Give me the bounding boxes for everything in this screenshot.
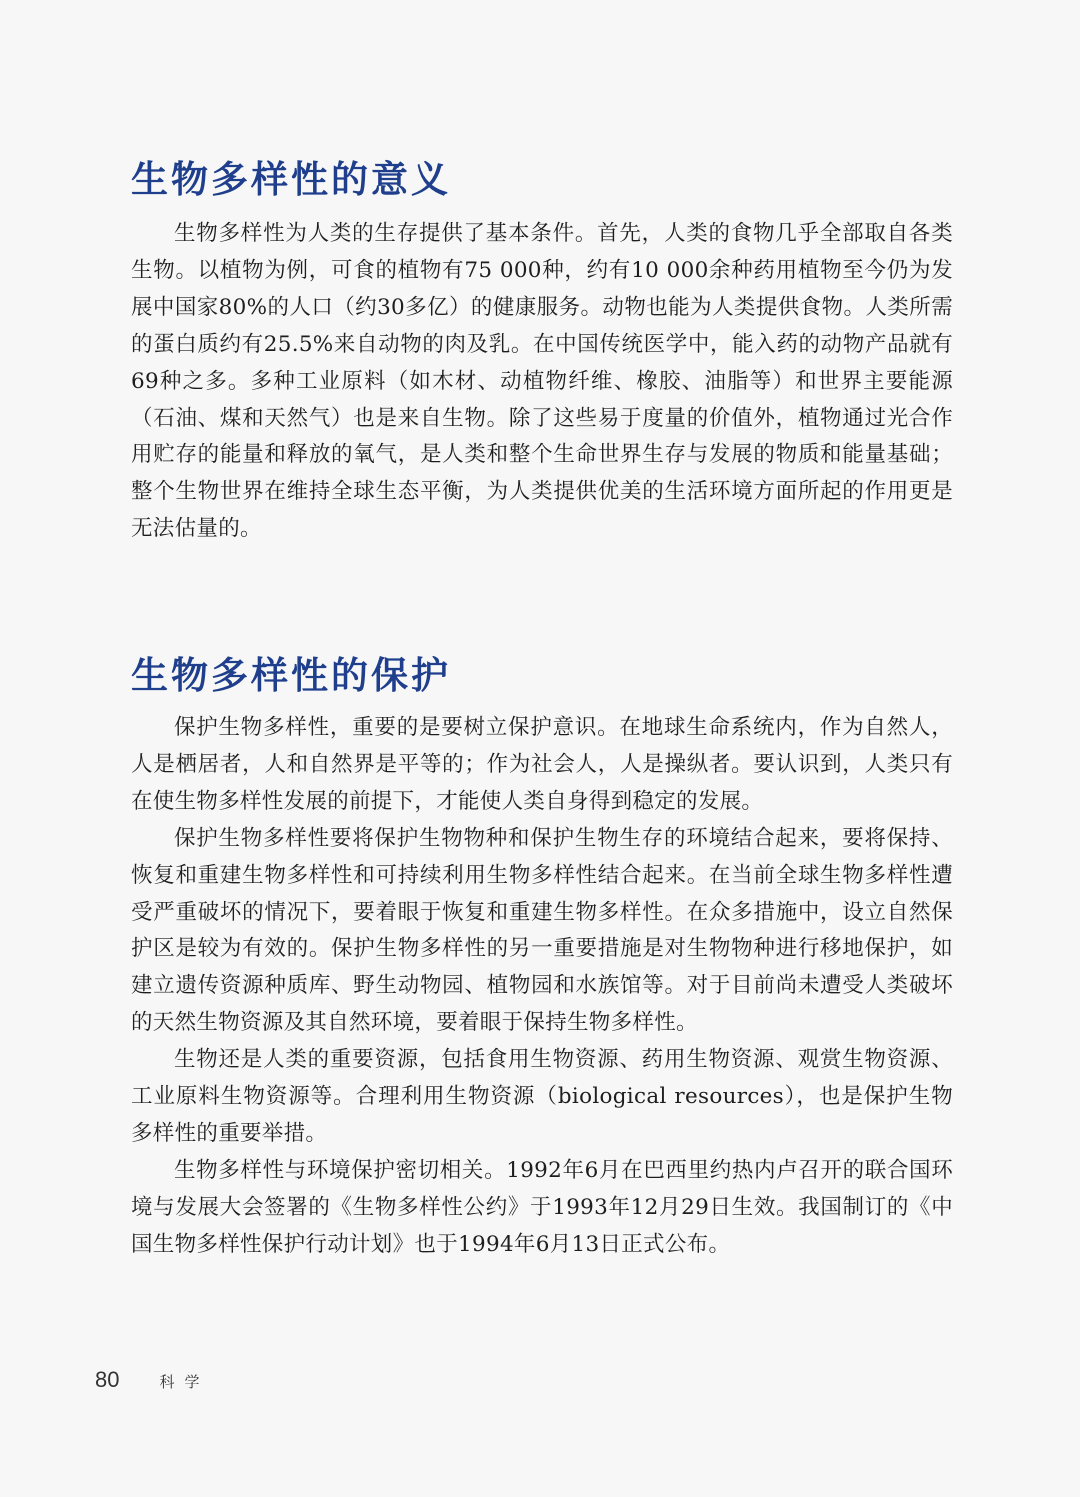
body-paragraph: 保护生物多样性，重要的是要树立保护意识。在地球生命系统内，作为自然人，人是栖居者，人和自然界是平等的；作为社会人，人是操纵者。要认识到，人类只有在使生物多样性发展的前提下，才能使人类自身得到稳定的发展。 [131, 715, 953, 814]
body-paragraph: 生物多样性为人类的生存提供了基本条件。首先，人类的食物几乎全部取自各类生物。以植物为例，可食的植物有75 000种，约有10 000余种药用植物至今仍为发展中国家80%的人口（约30多亿）的健康服务。动物也能为人类提供食物。人类所需的蛋白质约有25.5%来自动物的肉及乳。在中国传统医学中，能入药的动物产品就有69种之多。多种工业原料（如木材、动植物纤维、橡胶、油脂等）和世界主要能源（石油、煤和天然气）也是来自生物。除了这些易于度量的价值外，植物通过光合作用贮存的能量和释放的氧气，是人类和整个生命世界生存与发展的物质和能量基础；整个生物世界在维持全球生态平衡，为人类提供优美的生活环境方面所起的作用更是无法估量的。 [131, 221, 953, 542]
section-protection [131, 648, 953, 1264]
subject-label: 科学 [159, 1373, 210, 1391]
body-paragraph: 生物还是人类的重要资源，包括食用生物资源、药用生物资源、观赏生物资源、工业原料生物资源等。合理利用生物资源（biological resources），也是保护生物多样性的重要举措。 [131, 1047, 953, 1146]
body-paragraph: 保护生物多样性要将保护生物物种和保护生物生存的环境结合起来，要将保持、恢复和重建生物多样性和可持续利用生物多样性结合起来。在当前全球生物多样性遭受严重破坏的情况下，要着眼于恢复和重建生物多样性。在众多措施中，设立自然保护区是较为有效的。保护生物多样性的另一重要措施是对生物物种进行移地保护，如建立遗传资源种质库、野生动物园、植物园和水族馆等。对于目前尚未遭受人类破坏的天然生物资源及其自然环境，要着眼于保持生物多样性。 [131, 825, 953, 1036]
page-number: 80 [95, 1367, 120, 1392]
page-footer [95, 1367, 210, 1397]
section-heading: 生物多样性的意义 [131, 158, 451, 201]
section-significance [131, 152, 953, 548]
section-heading: 生物多样性的保护 [131, 654, 451, 697]
body-paragraph: 生物多样性与环境保护密切相关。1992年6月在巴西里约热内卢召开的联合国环境与发展大会签署的《生物多样性公约》于1993年12月29日生效。我国制订的《中国生物多样性保护行动计划》也于1994年6月13日正式公布。 [131, 1157, 953, 1257]
